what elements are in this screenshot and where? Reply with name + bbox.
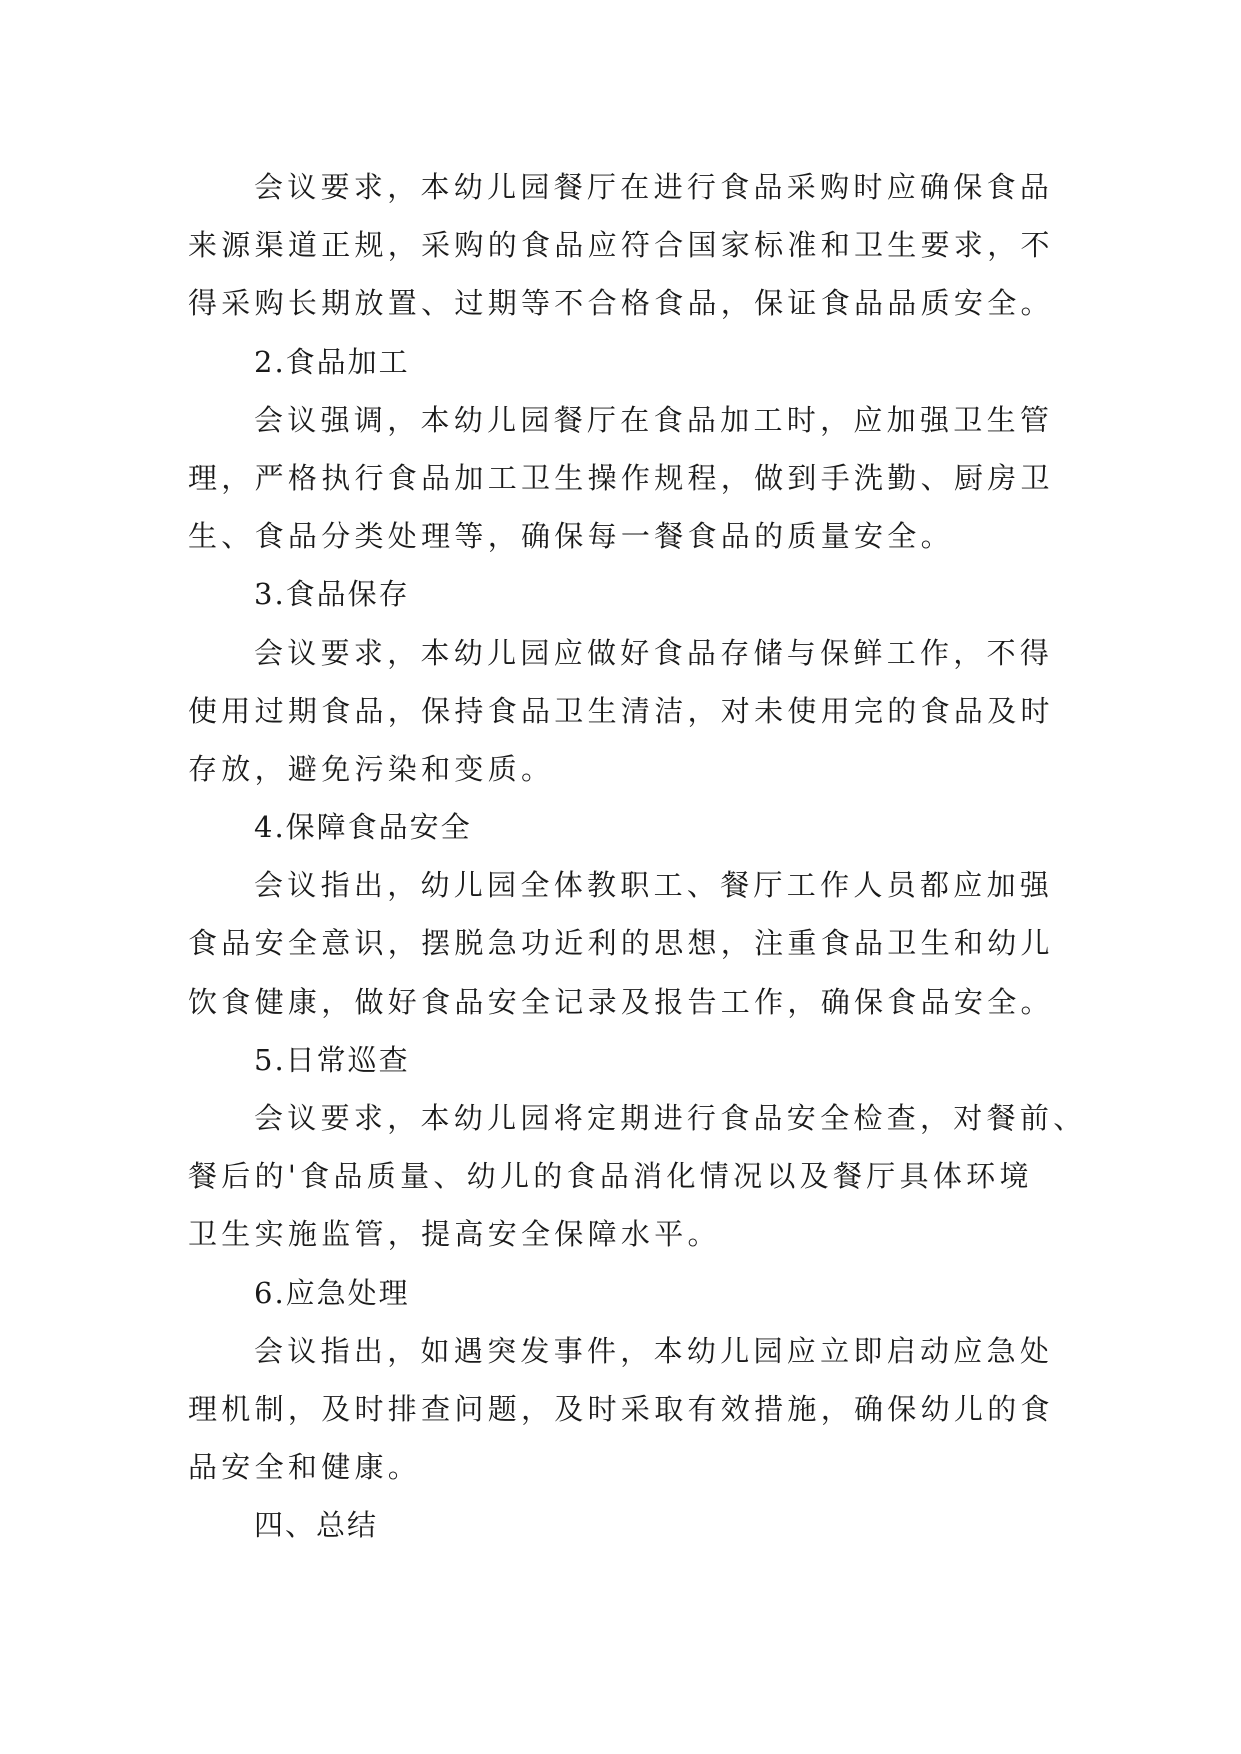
paragraph-line: 理，严格执行食品加工卫生操作规程，做到手洗勤、厨房卫 [188, 460, 1054, 495]
paragraph-line: 卫生实施监管，提高安全保障水平。 [188, 1217, 721, 1252]
paragraph-line: 得采购长期放置、过期等不合格食品，保证食品品质安全。 [188, 286, 1054, 321]
paragraph-line: 食品安全意识，摆脱急功近利的思想，注重食品卫生和幼儿 [188, 926, 1054, 961]
paragraph-line: 使用过期食品，保持食品卫生清洁，对未使用完的食品及时 [188, 693, 1054, 728]
paragraph-line: 餐后的'食品质量、幼儿的食品消化情况以及餐厅具体环境 [188, 1159, 1033, 1194]
document-body [188, 158, 1087, 1555]
paragraph-line: 会议要求，本幼儿园将定期进行食品安全检查，对餐前、 [254, 1101, 1087, 1135]
section-heading: 3.食品保存 [254, 577, 410, 612]
paragraph-line: 存放，避免污染和变质。 [188, 751, 555, 786]
paragraph-line: 会议要求，本幼儿园餐厅在进行食品采购时应确保食品 [254, 170, 1054, 204]
section-heading: 四、总结 [254, 1508, 379, 1543]
paragraph-line: 品安全和健康。 [188, 1450, 422, 1485]
paragraph-line: 会议指出，幼儿园全体教职工、餐厅工作人员都应加强 [254, 868, 1054, 903]
paragraph-line: 生、食品分类处理等，确保每一餐食品的质量安全。 [188, 519, 954, 554]
section-heading: 5.日常巡查 [254, 1042, 410, 1077]
section-heading: 6.应急处理 [254, 1275, 410, 1310]
paragraph-line: 理机制，及时排查问题，及时采取有效措施，确保幼儿的食 [188, 1391, 1054, 1426]
paragraph-line: 饮食健康，做好食品安全记录及报告工作，确保食品安全。 [188, 984, 1054, 1019]
paragraph-line: 会议强调，本幼儿园餐厅在食品加工时，应加强卫生管 [254, 402, 1054, 437]
paragraph-line: 会议指出，如遇突发事件，本幼儿园应立即启动应急处 [254, 1333, 1054, 1368]
paragraph-line: 会议要求，本幼儿园应做好食品存储与保鲜工作，不得 [254, 635, 1054, 670]
section-heading: 2.食品加工 [254, 344, 410, 379]
paragraph-line: 来源渠道正规，采购的食品应符合国家标准和卫生要求，不 [188, 228, 1054, 263]
section-heading: 4.保障食品安全 [254, 810, 472, 845]
